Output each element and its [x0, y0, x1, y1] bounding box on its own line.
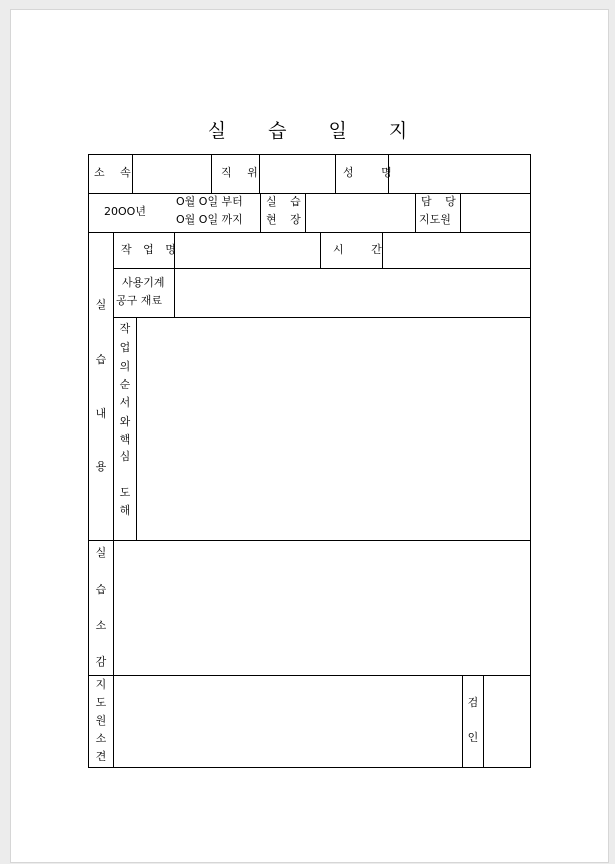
- section-label-char: 습: [95, 583, 107, 596]
- task-name-field[interactable]: [175, 233, 320, 268]
- process-label-char: 업: [119, 341, 131, 354]
- rule: [88, 154, 89, 768]
- affiliation-field[interactable]: [133, 155, 211, 193]
- rule: [415, 193, 416, 232]
- position-field[interactable]: [260, 155, 335, 193]
- section-label-char: 감: [95, 655, 107, 668]
- section-label-char: 내: [95, 407, 107, 420]
- inspection-stamp-field[interactable]: [484, 676, 530, 767]
- section-label-char: 실: [95, 298, 107, 311]
- section-label-char: 실: [95, 546, 107, 559]
- section-label-char: 습: [95, 353, 107, 366]
- section-label-char: 견: [95, 750, 107, 763]
- rule: [211, 154, 212, 193]
- site-label-line1: 실 습: [266, 195, 306, 208]
- inspection-label-char: 검: [467, 696, 479, 709]
- inspection-label-char: 인: [467, 731, 479, 744]
- period-to: O월 O일 까지: [176, 213, 243, 226]
- process-label-char: 순: [119, 378, 131, 391]
- section-label-char: 도: [95, 696, 107, 709]
- section-label-char: 지: [95, 678, 107, 691]
- rule: [320, 232, 321, 269]
- rule: [530, 154, 531, 768]
- process-field[interactable]: [137, 318, 530, 540]
- affiliation-label: 소 속: [94, 166, 137, 179]
- process-label-char: 해: [119, 504, 131, 517]
- page-title: 실 습 일 지: [207, 120, 426, 142]
- process-label-char: 핵: [119, 433, 131, 446]
- tools-field[interactable]: [175, 269, 530, 317]
- site-label-line2: 현 장: [266, 213, 306, 226]
- site-field[interactable]: [306, 194, 415, 232]
- period-from: O월 O일 부터: [176, 195, 243, 208]
- process-label-char: 작: [119, 322, 131, 335]
- section-label-char: 원: [95, 714, 107, 727]
- position-label: 직 위: [221, 166, 264, 179]
- section-label-char: 소: [95, 732, 107, 745]
- instructor-label-line2: 지도원: [419, 213, 451, 226]
- tools-label-line2: 공구 재료: [116, 294, 163, 307]
- tools-label-line1: 사용기계: [122, 276, 165, 289]
- rule: [462, 675, 463, 768]
- period-year: 20OO년: [104, 205, 146, 218]
- rule: [88, 767, 531, 768]
- process-label-char: 심: [119, 450, 131, 463]
- name-field[interactable]: [389, 155, 530, 193]
- rule: [260, 193, 261, 232]
- instructor-label-line1: 담 당: [421, 195, 461, 208]
- rule: [335, 154, 336, 193]
- process-label-char: 서: [119, 396, 131, 409]
- task-name-label: 작 업 명: [121, 243, 180, 256]
- section-label-char: 용: [95, 460, 107, 473]
- name-label: 성 명: [343, 166, 404, 179]
- instructor-field[interactable]: [461, 194, 530, 232]
- section-label-char: 소: [95, 619, 107, 632]
- time-label: 시 간: [333, 243, 394, 256]
- process-label-char: 의: [119, 360, 131, 373]
- impressions-field[interactable]: [114, 541, 530, 675]
- instructor-opinion-field[interactable]: [114, 676, 462, 767]
- process-label-char: 와: [119, 415, 131, 428]
- process-label-char: 도: [119, 486, 131, 499]
- time-field[interactable]: [383, 233, 530, 268]
